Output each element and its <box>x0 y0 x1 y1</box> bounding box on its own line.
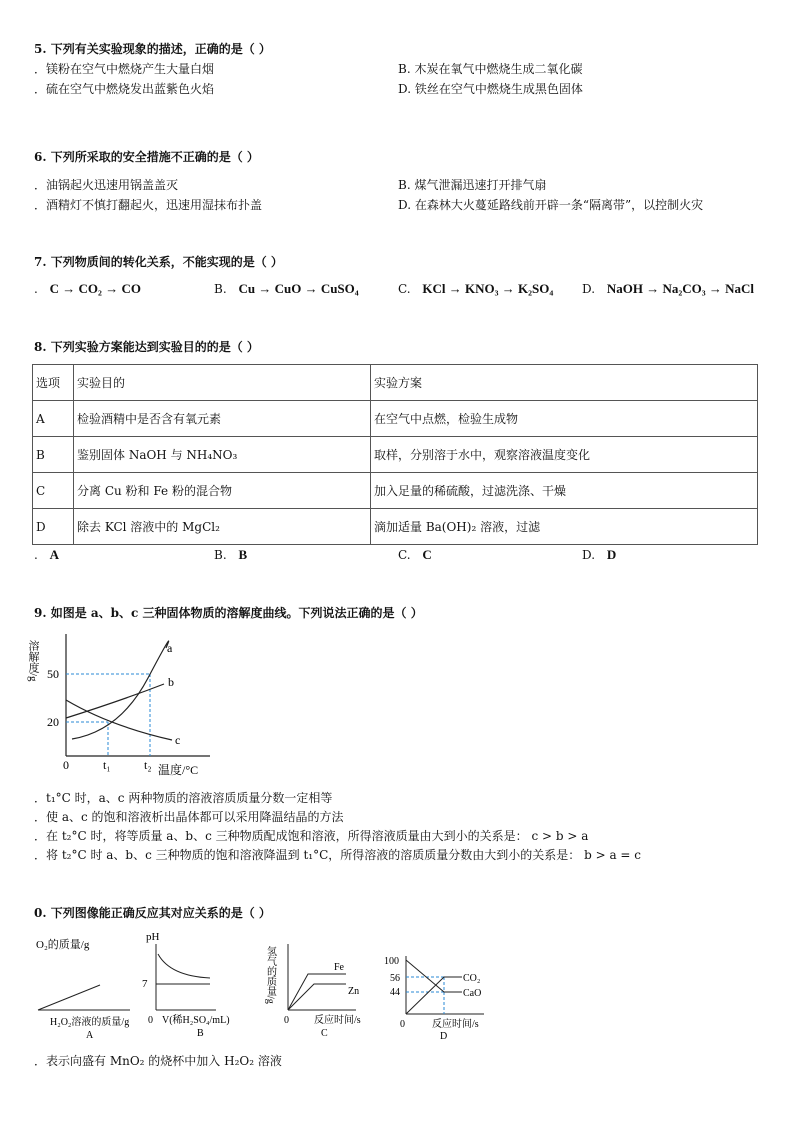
row-plan: 滴加适量 Ba(OH)₂ 溶液，过滤 <box>371 509 758 545</box>
x-tick-0: 0 <box>63 758 69 772</box>
row-purpose: 分离 Cu 粉和 Fe 粉的混合物 <box>74 473 371 509</box>
q8-answer-d-label: D. <box>582 548 596 562</box>
row-plan: 取样，分别溶于水中，观察溶液温度变化 <box>371 437 758 473</box>
row-purpose: 除去 KCl 溶液中的 MgCl₂ <box>74 509 371 545</box>
q9-option-a: ．t₁°C 时，a、c 两种物质的溶液溶质质量分数一定相等 <box>34 791 333 805</box>
graph-d-tick-56: 56 <box>390 973 400 984</box>
graph-b-ylabel: pH <box>146 931 160 943</box>
row-plan: 在空气中点燃，检验生成物 <box>371 401 758 437</box>
row-purpose: 鉴别固体 NaOH 与 NH₄NO₃ <box>74 437 371 473</box>
table-row <box>33 473 758 509</box>
graph-c-label-fe: Fe <box>334 962 344 973</box>
graph-d-label-co2: CO₂ <box>463 973 481 984</box>
q8-answer-a <box>34 547 59 563</box>
graph-b-origin: 0 <box>148 1015 153 1026</box>
q6-option-a: ．油锅起火迅速用锅盖盖灭 <box>34 178 179 192</box>
x-tick-t1: t₁ <box>103 758 111 772</box>
curve-a <box>72 641 169 739</box>
q9-stem: 9. 如图是 a、b、c 三种固体物质的溶解度曲线。下列说法正确的是（ ） <box>34 606 423 620</box>
q10-graph-c <box>266 936 370 1044</box>
q10-graph-a <box>30 928 138 1044</box>
graph-a-caption: A <box>86 1030 94 1041</box>
q6-option-c: ．酒精灯不慎打翻起火，迅速用湿抹布扑盖 <box>34 198 263 212</box>
row-option: A <box>33 401 74 437</box>
graph-d-tick-100: 100 <box>384 956 399 967</box>
table-row <box>33 437 758 473</box>
q7-option-a-label: . <box>34 282 38 296</box>
q8-answer-a-value: A <box>49 547 60 562</box>
row-purpose: 检验酒精中是否含有氧元素 <box>74 401 371 437</box>
graph-c-origin: 0 <box>284 1015 289 1026</box>
q10-stem: 0. 下列图像能正确反应其对应关系的是（ ） <box>34 906 271 920</box>
q10-option-a: ．表示向盛有 MnO₂ 的烧杯中加入 H₂O₂ 溶液 <box>34 1054 282 1068</box>
q9-option-d: ．将 t₂°C 时 a、b、c 三种物质的饱和溶液降温到 t₁°C，所得溶液的溶质质量分数由大到小的关系是： b > a = c <box>34 848 641 862</box>
q7-option-d-formula: NaOH → Na₂CO₃ → NaCl <box>606 281 755 296</box>
q10-graph-d <box>384 948 494 1044</box>
graph-d-origin: 0 <box>400 1019 405 1030</box>
row-option: C <box>33 473 74 509</box>
q5-option-a: ．镁粉在空气中燃烧产生大量白烟 <box>34 62 215 76</box>
q8-answer-a-label: . <box>34 548 38 562</box>
graph-c-caption: C <box>321 1028 328 1039</box>
header-option: 选项 <box>33 365 74 401</box>
q7-option-b-formula: Cu → CuO → CuSO₄ <box>238 281 359 296</box>
graph-d-xlabel: 反应时间/s <box>432 1019 479 1030</box>
q8-answer-c <box>398 547 432 563</box>
graph-a-xlabel: H₂O₂溶液的质量/g <box>50 1017 130 1028</box>
graph-d-line-co2 <box>406 977 462 1014</box>
table-row <box>33 401 758 437</box>
graph-b-caption: B <box>197 1028 204 1039</box>
q7-option-a <box>34 281 141 297</box>
q9-option-b: ．使 a、c 的饱和溶液析出晶体都可以采用降温结晶的方法 <box>34 810 344 824</box>
graph-d-tick-44: 44 <box>390 987 400 998</box>
q7-option-c-label: C. <box>398 282 411 296</box>
q6-option-b: B. 煤气泄漏迅速打开排气扇 <box>398 178 547 192</box>
y-axis-label: 溶解度/g <box>27 640 39 682</box>
graph-c-line-zn <box>288 984 346 1010</box>
graph-b-xlabel: V(稀H₂SO₄/mL) <box>162 1015 230 1026</box>
q5-option-b: B. 木炭在氧气中燃烧生成二氧化碳 <box>398 62 583 76</box>
graph-a-line <box>38 985 100 1010</box>
q7-option-b <box>214 281 359 297</box>
q7-option-c <box>398 281 553 297</box>
y-tick-50: 50 <box>47 667 59 681</box>
q7-option-c-formula: KCl → KNO₃ → K₂SO₄ <box>422 281 554 296</box>
graph-c-ylabel: 氢气的质量/g <box>264 946 276 1004</box>
table-row <box>33 509 758 545</box>
q10-graph-b <box>140 926 252 1044</box>
q8-answer-c-label: C. <box>398 548 411 562</box>
q8-stem: 8. 下列实验方案能达到实验目的的是（ ） <box>34 340 259 354</box>
x-axis-label: 温度/°C <box>158 763 199 777</box>
q7-option-b-label: B. <box>214 282 227 296</box>
q9-solubility-chart <box>27 626 230 782</box>
curve-b <box>66 684 164 718</box>
label-b: b <box>168 675 174 689</box>
q7-option-a-formula: C → CO₂ → CO <box>49 281 141 296</box>
q8-answer-b-label: B. <box>214 548 227 562</box>
graph-b-curve <box>158 954 210 978</box>
q7-option-d <box>582 281 754 297</box>
q8-answer-b <box>214 547 247 563</box>
graph-c-xlabel: 反应时间/s <box>314 1015 361 1026</box>
header-purpose: 实验目的 <box>74 365 371 401</box>
label-a: a <box>167 641 173 655</box>
graph-c-line-fe <box>288 974 346 1010</box>
q8-answer-d-value: D <box>606 547 617 562</box>
table-header-row <box>33 365 758 401</box>
q5-option-d: D. 铁丝在空气中燃烧生成黑色固体 <box>398 82 583 96</box>
graph-d-caption: D <box>440 1031 448 1042</box>
row-plan: 加入足量的稀硫酸，过滤洗涤、干燥 <box>371 473 758 509</box>
curve-c <box>66 700 172 740</box>
q8-answer-b-value: B <box>238 547 248 562</box>
q5-stem: 5. 下列有关实验现象的描述，正确的是（ ） <box>34 42 271 56</box>
q8-answer-c-value: C <box>422 547 432 562</box>
graph-d-label-cao: CaO <box>463 988 482 999</box>
header-plan: 实验方案 <box>371 365 758 401</box>
q6-stem: 6. 下列所采取的安全措施不正确的是（ ） <box>34 150 259 164</box>
row-option: B <box>33 437 74 473</box>
y-tick-20: 20 <box>47 715 59 729</box>
q5-option-c: ．硫在空气中燃烧发出蓝紫色火焰 <box>34 82 215 96</box>
label-c: c <box>175 733 181 747</box>
q8-answer-d <box>582 547 616 563</box>
q9-option-c: ．在 t₂°C 时，将等质量 a、b、c 三种物质配成饱和溶液，所得溶液质量由大到小的关系是： c > b > a <box>34 829 589 843</box>
x-tick-t2: t₂ <box>144 758 152 772</box>
q7-stem: 7. 下列物质间的转化关系，不能实现的是（ ） <box>34 255 283 269</box>
graph-a-ylabel: O₂的质量/g <box>36 939 90 951</box>
graph-b-tick-7: 7 <box>142 978 148 990</box>
q7-option-d-label: D. <box>582 282 596 296</box>
q6-option-d: D. 在森林大火蔓延路线前开辟一条“隔离带”，以控制火灾 <box>398 198 704 212</box>
q8-table <box>32 364 758 545</box>
row-option: D <box>33 509 74 545</box>
graph-c-label-zn: Zn <box>348 986 360 997</box>
